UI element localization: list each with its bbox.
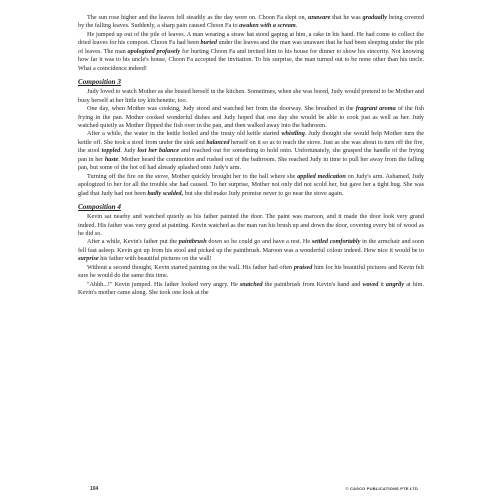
page-number: 104	[90, 486, 99, 492]
page-footer	[78, 484, 424, 494]
vocabulary-highlight: settled comfortably	[311, 238, 361, 246]
text-run: his father with beautiful pictures on the wall!	[98, 255, 212, 263]
body-paragraph	[78, 213, 424, 238]
vocabulary-highlight: awaken with a scream	[239, 22, 296, 30]
vocabulary-highlight: snatched	[239, 280, 263, 288]
vocabulary-highlight: toppled	[101, 147, 121, 155]
vocabulary-highlight: apologized profusely	[127, 47, 181, 55]
text-run: but she did make Judy promise never to go near the stove again.	[183, 189, 344, 197]
composition-heading: Composition 3	[78, 78, 121, 87]
text-run: at him. Kevin's mother came along. She took one look at the	[78, 280, 424, 297]
page-content	[78, 14, 424, 298]
vocabulary-highlight: balanced	[206, 138, 230, 146]
vocabulary-highlight: lost her balance	[137, 147, 179, 155]
text-run: . Judy thought she would help Mother turn the kettle off. She took a stool from under the sink and	[78, 130, 424, 146]
document-page	[78, 14, 424, 496]
vocabulary-highlight: surprise	[78, 255, 99, 263]
vocabulary-highlight: unaware	[308, 14, 331, 21]
body-paragraph	[78, 105, 424, 130]
text-run: Kevin sat nearby and watched quietly as his father painted the door. The paint was maroon, and it made the door look very grand indeed. His father was very good at painting. Kevin watched as the man ran his brush up and down the door, covering every bit of wood as he did so.	[78, 213, 424, 237]
vocabulary-highlight: paintbrush	[178, 238, 207, 246]
body-paragraph	[78, 281, 424, 298]
text-run: After a while, Kevin's father put the	[87, 238, 179, 246]
vocabulary-highlight: whistling	[281, 130, 305, 138]
text-run: under the leaves and the man was unaware that he had been sleeping under the pile of leaves. The man	[78, 39, 424, 55]
vocabulary-highlight: gradually	[362, 14, 387, 21]
text-run: down so he could go and have a rest. He	[206, 238, 312, 246]
composition-heading: Composition 4	[78, 203, 121, 212]
vocabulary-highlight: badly scalded,	[147, 189, 184, 197]
body-paragraph	[78, 238, 424, 263]
body-paragraph	[78, 88, 424, 105]
text-run: him for his beautiful pictures and Kevin felt sure he would do the same this time.	[78, 263, 424, 280]
text-run: that he was	[330, 14, 363, 21]
vocabulary-highlight: applied medication	[297, 172, 346, 180]
text-run: Judy loved to watch Mother as she busied herself in the kitchen. Sometimes, when she was bored, Judy would pretend to be Mother and busy herself at her little toy kitchenette, too.	[78, 88, 424, 104]
text-run: . Mother heard the commotion and rushed out of the bathroom. She reached Judy in time to pull her away from the falling pan, but some of the hot oil had already splashed onto Judy's arm.	[78, 155, 425, 172]
text-run: . Judy	[120, 147, 138, 155]
vocabulary-highlight: buried	[200, 39, 217, 47]
vocabulary-highlight: angrily	[385, 280, 405, 288]
text-run: The sun rose higher and the leaves fell steadily as the day wore on. Choon Fa slept on,	[87, 14, 309, 21]
text-run: the paintbrush from Kevin's hand and	[262, 280, 363, 288]
body-paragraph	[78, 130, 424, 172]
vocabulary-highlight: haste	[104, 155, 119, 163]
text-run: He jumped up out of the pile of leaves. A man wearing a straw hat stood gaping at him, a rake in his hand. He had come to collect the dried leaves for his compost. Choon Fa had been	[78, 30, 424, 47]
text-run: Turning off the fire on the stove, Mother quickly brought her to the hall where she	[87, 172, 298, 180]
text-run: After a while, the water in the kettle boiled and the trusty old kettle started	[87, 130, 282, 138]
text-run: on Judy's arm. Ashamed, Judy apologized to her for all the trouble she had caused. To her surprise, Mother not only did not scold her, but gave her a tight hug. She was glad that Judy had not been	[78, 172, 424, 197]
text-run: herself on it so as to reach the stove. Just as she was about to turn off the fire, the stool	[78, 138, 424, 155]
text-run: it	[378, 280, 386, 288]
text-run: being covered by the falling leaves. Suddenly, a sharp pain caused Choon Fa to	[78, 14, 425, 30]
vocabulary-highlight: fragrant aroma	[355, 105, 396, 113]
text-run: "Ahhh...!" Kevin jumped. His father looked very angry. He	[87, 280, 240, 288]
text-run: Without a second thought, Kevin started painting on the wall. His father had often	[87, 263, 294, 271]
text-run: in the armchair and soon fell fast asleep. Kevin got up from his stool and picked up the paintbrush. Maroon was a wonderful colour indeed. How nice it would be to	[78, 238, 424, 254]
text-run: One day, when Mother was cooking, Judy stood and watched her from the doorway. She breathed in the	[87, 105, 356, 113]
body-paragraph	[78, 14, 424, 31]
text-run: for hurting Choon Fa and invited him to his house for dinner to show his sincerity. Not knowing how far it was to his uncle's house, Choon Fa accepted the invitation. To his surprise, the man turned out to be none other than his uncle. What a coincidence indeed!	[78, 47, 425, 72]
body-paragraph	[78, 264, 424, 281]
text-run: and reached out for something to hold onto. Unfortunately, she grasped the handle of the frying pan in her	[78, 147, 424, 163]
vocabulary-highlight: waved	[362, 280, 379, 288]
body-paragraph	[78, 31, 424, 73]
vocabulary-highlight: praised	[293, 263, 313, 271]
text-run: of the fish frying in the pan. Mother cooked wonderful dishes and Judy hoped that one day she would be able to cook just as well as her. Judy watched quietly as Mother flipped the fish over in the pan, and then walked away into the bathroom.	[78, 105, 424, 129]
text-run: .	[295, 22, 298, 30]
publisher-credit: © CASCO PUBLICATIONS PTE LTD	[345, 486, 418, 491]
body-paragraph	[78, 173, 424, 198]
